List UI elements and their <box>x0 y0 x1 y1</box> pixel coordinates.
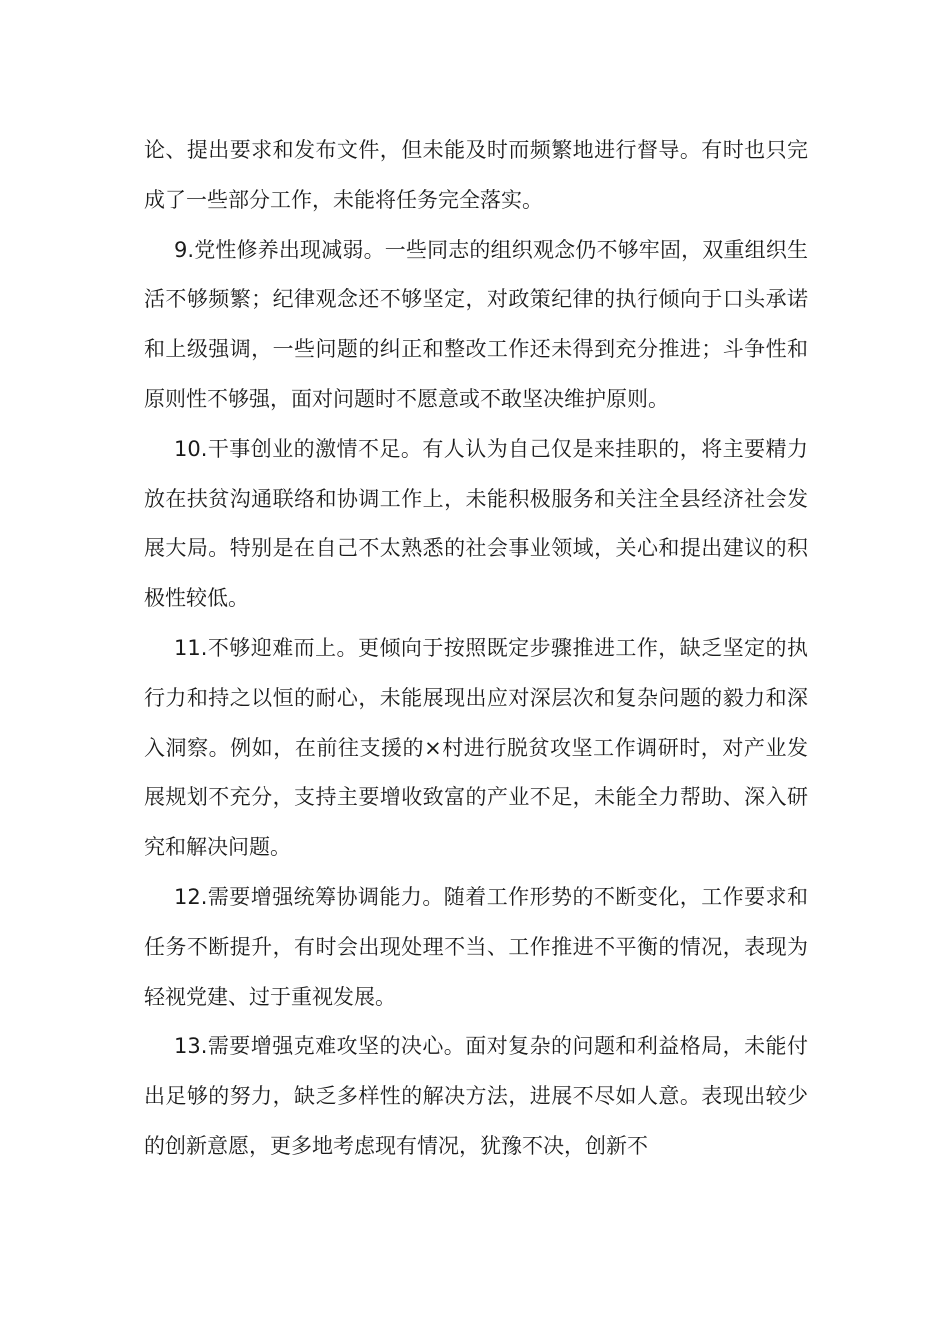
paragraph-item-12: 12.需要增强统筹协调能力。随着工作形势的不断变化，工作要求和任务不断提升，有时会出现处理不当、工作推进不平衡的情况，表现为轻视党建、过于重视发展。 <box>144 884 808 1009</box>
paragraph-item-9: 9.党性修养出现减弱。一些同志的组织观念仍不够牢固，双重组织生活不够频繁；纪律观念还不够坚定，对政策纪律的执行倾向于口头承诺和上级强调，一些问题的纠正和整改工作还未得到充分推进；斗争性和原则性不够强，面对问题时不愿意或不敢坚决维护原则。 <box>144 237 808 411</box>
paragraph-item-13: 13.需要增强克难攻坚的决心。面对复杂的问题和利益格局，未能付出足够的努力，缺乏多样性的解决方法，进展不尽如人意。表现出较少的创新意愿，更多地考虑现有情况，犹豫不决，创新不 <box>144 1034 808 1158</box>
paragraph-continuation: 论、提出要求和发布文件，但未能及时而频繁地进行督导。有时也只完成了一些部分工作，未能将任务完全落实。 <box>144 138 808 212</box>
paragraph-item-11: 11.不够迎难而上。更倾向于按照既定步骤推进工作，缺乏坚定的执行力和持之以恒的耐心，未能展现出应对深层次和复杂问题的毅力和深入洞察。例如，在前往支援的×村进行脱贫攻坚工作调研时，对产业发展规划不充分，支持主要增收致富的产业不足，未能全力帮助、深入研究和解决问题。 <box>144 635 808 860</box>
paragraph-item-10: 10.干事创业的激情不足。有人认为自己仅是来挂职的，将主要精力放在扶贫沟通联络和协调工作上，未能积极服务和关注全县经济社会发展大局。特别是在自己不太熟悉的社会事业领域，关心和提出建议的积极性较低。 <box>144 436 808 611</box>
document-body <box>144 126 808 1172</box>
